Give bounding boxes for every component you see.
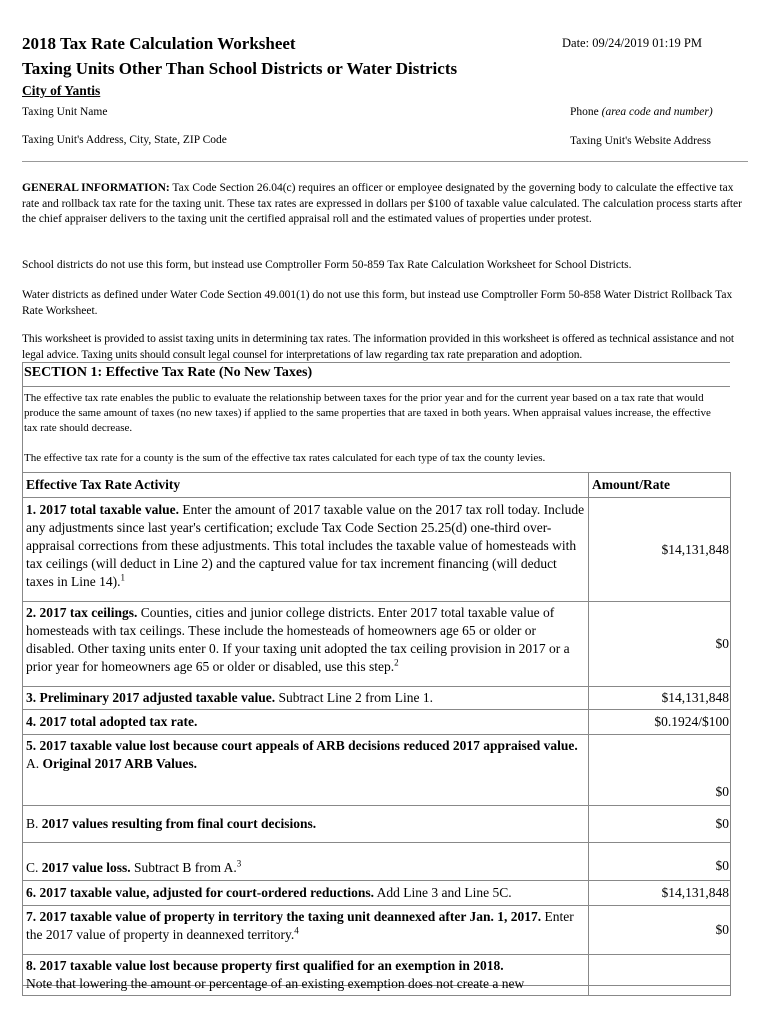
line-5b-amount: $0 [589, 806, 731, 843]
table-header-row [23, 473, 731, 498]
technical-assistance-note: This worksheet is provided to assist taxing units in determining tax rates. The information provided in this worksheet is offered as technical assistance and not legal advice. Taxing units should consult legal counsel for interpretations of law regarding tax rate preparation and adoption. [22, 333, 734, 361]
table-row-line-4 [23, 710, 731, 735]
line-3-amount: $14,131,848 [589, 687, 731, 710]
line-5c-amount: $0 [589, 843, 731, 881]
line-8-description: 8. 2017 taxable value lost because property first qualified for an exemption in 2018. Note that lowering the amount or percentage of an existing exemption does not create a new [23, 955, 589, 996]
website-label: Taxing Unit's Website Address [570, 135, 711, 147]
table-row-line-3 [23, 687, 731, 710]
line-1-description: 1. 2017 total taxable value. Enter the amount of 2017 taxable value on the 2017 tax roll today. Include any adjustments since last year's certification; exclude Tax Code Section 25.25(d) one-third over-appraisal corrections from these adjustments. This total includes the taxable value of homesteads with tax ceilings (will deduct in Line 2) and the captured value for tax increment financing (will deduct taxes in Line 14).$^1$ [23, 498, 589, 602]
address-label: Taxing Unit's Address, City, State, ZIP Code [22, 134, 227, 146]
line-2-description: 2. 2017 tax ceilings. Counties, cities and junior college districts. Enter 2017 total taxable value of homesteads with tax ceilings. These include the homesteads of homeowners age 65 or older or disabled. Other taxing units enter 0. If your taxing unit adopted the tax ceiling provision in 2017 or a prior year for homeowners age 65 or older or disabled, use this step.$^2$ [23, 602, 589, 687]
worksheet-subtitle: Taxing Units Other Than School Districts or Water Districts [22, 59, 458, 78]
date-stamp: Date: 09/24/2019 01:19 PM [562, 36, 702, 50]
section1-title: SECTION 1: Effective Tax Rate (No New Taxes) [24, 365, 313, 380]
table-row-line-8 [23, 955, 731, 996]
line-5a-amount: $0 [589, 735, 731, 806]
taxing-unit-name: City of Yantis [22, 83, 101, 98]
table-row-line-5c [23, 843, 731, 881]
general-info-paragraph: GENERAL INFORMATION: Tax Code Section 26.04(c) requires an officer or employee designated by the governing body to calculate the effective tax rate and rollback tax rate for the taxing unit. These tax rates are expressed in dollars per $100 of taxable value calculated. The calculation process starts after the chief appraiser delivers to the taxing unit the certified appraisal roll and the estimated values of properties under protest. [22, 182, 742, 225]
amount-column-header: Amount/Rate [589, 473, 731, 498]
table-row-line-1 [23, 498, 731, 602]
table-row-line-6 [23, 881, 731, 906]
line-4-description: 4. 2017 total adopted tax rate. [23, 710, 589, 735]
line-6-description: 6. 2017 taxable value, adjusted for court-ordered reductions. Add Line 3 and Line 5C. [23, 881, 589, 906]
effective-tax-rate-table [22, 472, 731, 996]
table-row-line-5b [23, 806, 731, 843]
table-row-line-5a [23, 735, 731, 806]
section1-county-note: The effective tax rate for a county is the sum of the effective tax rates calculated for each type of tax the county levies. [24, 452, 546, 464]
header-divider [22, 161, 748, 162]
section1-intro: The effective tax rate enables the public to evaluate the relationship between taxes for the prior year and for the current year based on a tax rate that would produce the same amount of taxes (no new taxes) if applied to the same properties that are taxed in both years. When appraisal values increase, the effective tax rate should decrease. [24, 392, 711, 434]
section1-title-divider [22, 386, 730, 387]
phone-label: Phone (area code and number) [570, 106, 713, 118]
line-1-amount: $14,131,848 [589, 498, 731, 602]
activity-column-header: Effective Tax Rate Activity [23, 473, 589, 498]
line-3-description: 3. Preliminary 2017 adjusted taxable value. Subtract Line 2 from Line 1. [23, 687, 589, 710]
line-2-amount: $0 [589, 602, 731, 687]
taxing-unit-name-label: Taxing Unit Name [22, 106, 108, 118]
line-7-description: 7. 2017 taxable value of property in territory the taxing unit deannexed after Jan. 1, 2017. Enter the 2017 value of property in deannexed territory.$^4$ [23, 906, 589, 955]
water-districts-note: Water districts as defined under Water Code Section 49.001(1) do not use this form, but instead use Comptroller Form 50-858 Water District Rollback Tax Rate Worksheet. [22, 289, 733, 317]
table-row-line-7 [23, 906, 731, 955]
line-5b-description: B. 2017 values resulting from final court decisions. [23, 806, 589, 843]
line-5-description: 5. 2017 taxable value lost because court appeals of ARB decisions reduced 2017 appraised value. A. Original 2017 ARB Values. [23, 735, 589, 806]
worksheet-title: 2018 Tax Rate Calculation Worksheet [22, 34, 296, 53]
line-6-amount: $14,131,848 [589, 881, 731, 906]
line-4-amount: $0.1924/$100 [589, 710, 731, 735]
school-districts-note: School districts do not use this form, but instead use Comptroller Form 50-859 Tax Rate Calculation Worksheet for School Districts. [22, 259, 632, 271]
line-8-amount [589, 955, 731, 996]
line-5c-description: C. 2017 value loss. Subtract B from A.$^3$ [23, 843, 589, 881]
table-row-line-2 [23, 602, 731, 687]
line-7-amount: $0 [589, 906, 731, 955]
